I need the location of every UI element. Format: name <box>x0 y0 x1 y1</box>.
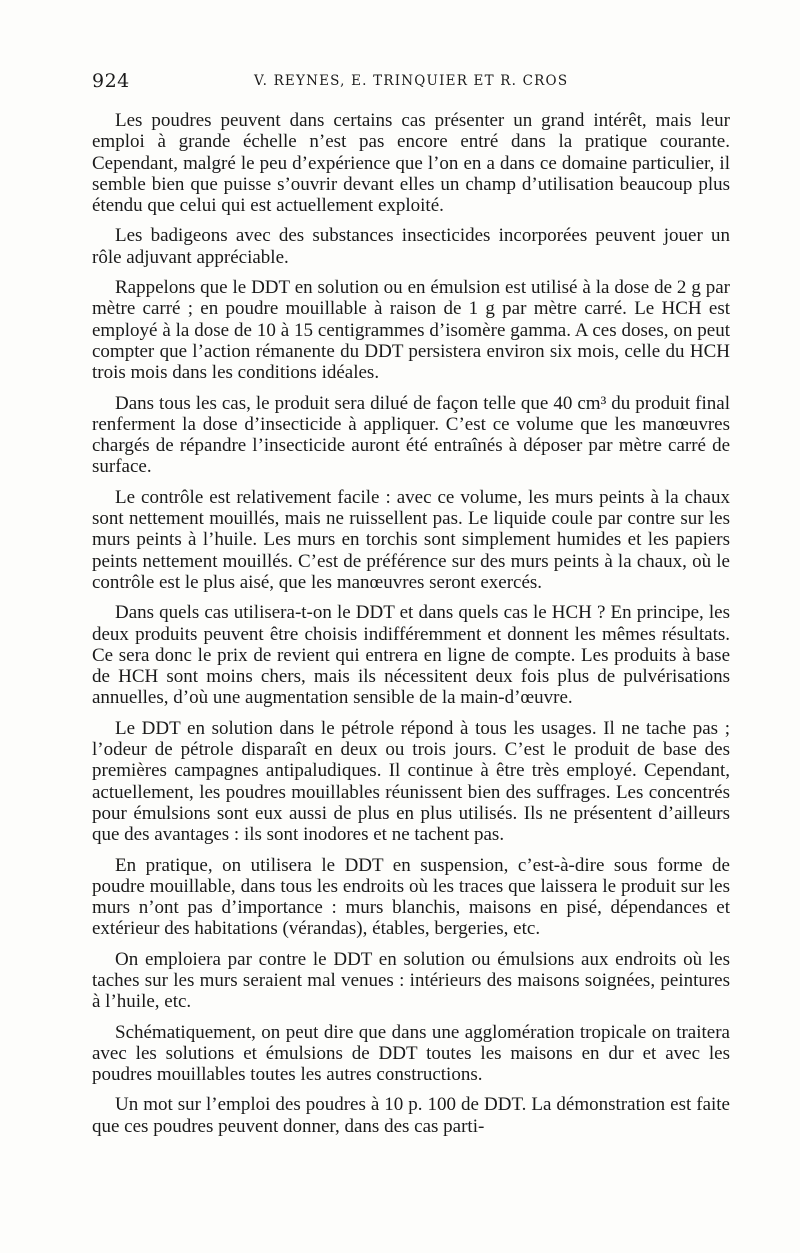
paragraph: Rappelons que le DDT en solution ou en émulsion est utilisé à la dose de 2 g par mètre carré ; en poudre mouillable à raison de 1 g par mètre carré. Le HCH est employé à la dose de 10 à 15 centigrammes d’isomère gamma. A ces doses, on peut compter que l’action rémanente du DDT persistera environ six mois, celle du HCH trois mois dans les conditions idéales. <box>92 277 730 384</box>
paragraph: Un mot sur l’emploi des poudres à 10 p. 100 de DDT. La démonstration est faite que ces poudres peuvent donner, dans des cas parti- <box>92 1094 730 1137</box>
body-text <box>92 110 730 1137</box>
paragraph: En pratique, on utilisera le DDT en suspension, c’est-à-dire sous forme de poudre mouillable, dans tous les endroits où les traces que laissera le produit sur les murs n’ont pas d’importance : murs blanchis, maisons en pisé, dépendances et extérieur des habitations (vérandas), étables, bergeries, etc. <box>92 854 730 940</box>
page-number: 924 <box>92 70 130 92</box>
paragraph: Les badigeons avec des substances insecticides incorporées peuvent jouer un rôle adjuvant appréciable. <box>92 225 730 268</box>
paragraph: On emploiera par contre le DDT en solution ou émulsions aux endroits où les taches sur les murs seraient mal venues : intérieurs des maisons soignées, peintures à l’huile, etc. <box>92 948 730 1013</box>
paragraph: Le contrôle est relativement facile : avec ce volume, les murs peints à la chaux sont nettement mouillés, mais ne ruissellent pas. Le liquide coule par contre sur les murs peints à l’huile. Les murs en torchis sont simplement humides et les papiers peints nettement mouillés. C’est de préférence sur des murs peints à la chaux, où le contrôle est le plus aisé, que les manœuvres seront exercés. <box>92 486 730 593</box>
paragraph: Le DDT en solution dans le pétrole répond à tous les usages. Il ne tache pas ; l’odeur de pétrole disparaît en deux ou trois jours. C’est le produit de base des premières campagnes antipaludiques. Il continue à être très employé. Cependant, actuellement, les poudres mouillables réunissent bien des suffrages. Les concentrés pour émulsions sont eux aussi de plus en plus utilisés. Ils ne présentent d’ailleurs que des avantages : ils sont inodores et ne tachent pas. <box>92 717 730 846</box>
paragraph: Dans tous les cas, le produit sera dilué de façon telle que 40 cm³ du produit final renferment la dose d’insecticide à appliquer. C’est ce volume que les manœuvres chargés de répandre l’insecticide auront été entraînés à déposer par mètre carré de surface. <box>92 392 730 478</box>
paragraph: Schématiquement, on peut dire que dans une agglomération tropicale on traitera avec les solutions et émulsions de DDT toutes les maisons en dur et avec les poudres mouillables toutes les autres constructions. <box>92 1021 730 1086</box>
paragraph: Dans quels cas utilisera-t-on le DDT et dans quels cas le HCH ? En principe, les deux produits peuvent être choisis indifféremment et donnent les mêmes résultats. Ce sera donc le prix de revient qui entrera en ligne de compte. Les produits à base de HCH sont moins chers, mais ils nécessitent deux fois plus de pulvérisations annuelles, d’où une augmentation sensible de la main-d’œuvre. <box>92 602 730 709</box>
paragraph: Les poudres peuvent dans certains cas présenter un grand intérêt, mais leur emploi à grande échelle n’est pas encore entré dans la pratique courante. Cependant, malgré le peu d’expérience que l’on en a dans ce domaine particulier, il semble bien que puisse s’ouvrir devant elles un champ d’utilisation beaucoup plus étendu que celui qui est actuellement exploité. <box>92 110 730 217</box>
running-head-authors: V. REYNES, E. TRINQUIER ET R. CROS <box>254 73 569 89</box>
running-head <box>92 70 732 94</box>
